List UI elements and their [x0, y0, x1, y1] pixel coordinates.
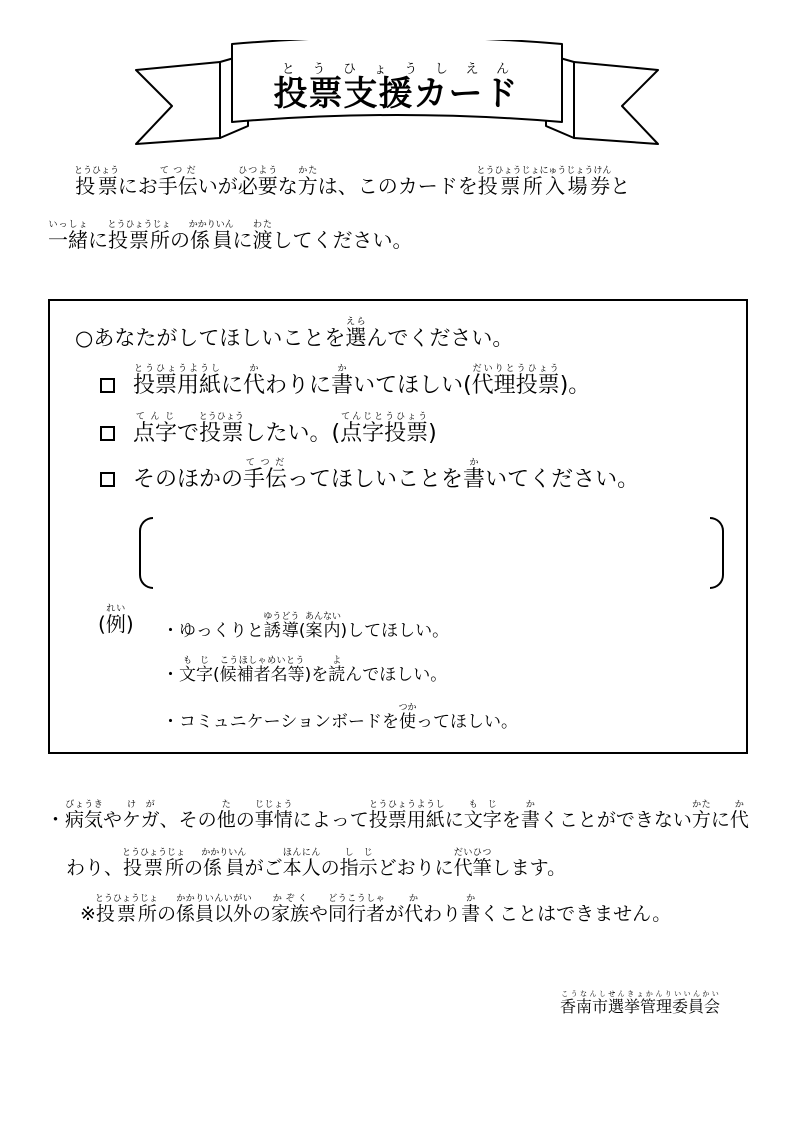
issuer: 香南市選挙管理委員会こうなんしせんきょかんりいいんかい	[560, 990, 721, 1016]
card-title: 投票支援カードとうひょうしえん	[273, 62, 519, 114]
example-item-1: ・ゆっくりと誘導ゆうどう(案内あんない)してほしい。	[162, 612, 450, 641]
note-line-1: ・病気びょうきやケガけが、その他たの事情じじょうによって投票用紙とうひょうようしに文字もじを書かくことができない方かたに代か	[46, 800, 749, 831]
option-proxy-voting[interactable]	[100, 364, 590, 399]
option-other-request[interactable]	[100, 458, 639, 493]
intro-line-2: 一緒いっしょに投票所とうひょうじょの係員かかりいんに渡わたしてください。	[48, 220, 413, 252]
note-line-3: ※投票所とうひょうじょの係員以外かかりいんいがいの家族かぞくや同行者どうこうしゃが代かわり書かくことはできません。	[80, 894, 672, 925]
checkbox[interactable]	[100, 378, 115, 393]
note-line-2: わり、投票所とうひょうじょの係員かかりいんがご本人ほんにんの指示しじどおりに代筆だいひつします。	[66, 848, 567, 879]
option-label: 投票用紙とうひょうようしに代かわりに書かいてほしい(代理投票だいりとうひょう)。	[133, 364, 591, 398]
option-braille-voting[interactable]	[100, 412, 437, 447]
example-item-3: ・コミュニケーションボードを使つかってほしい。	[162, 703, 518, 732]
intro-line-1: 投票とうひょうにお手伝てつだいが必要ひつような方かたは、このカードを投票所入場券とうひょうじょにゅうじょうけんと	[74, 166, 631, 198]
example-label: (例れい)	[98, 604, 134, 636]
checkbox[interactable]	[100, 472, 115, 487]
option-label: 点字てんじで投票とうひょうしたい。(点字投票てんじとうひょう)	[133, 412, 437, 446]
option-label: そのほかの手伝てつだってほしいことを書かいてください。	[133, 458, 640, 492]
example-item-2: ・文字もじ(候補者名等こうほしゃめいとう)を読よんでほしい。	[162, 656, 448, 685]
request-question: ○あなたがしてほしいことを選えらんでください。	[75, 317, 514, 350]
checkbox[interactable]	[100, 426, 115, 441]
request-box	[48, 299, 748, 754]
title-wrapper	[246, 62, 546, 115]
right-bracket	[710, 517, 724, 589]
left-bracket	[139, 517, 153, 589]
